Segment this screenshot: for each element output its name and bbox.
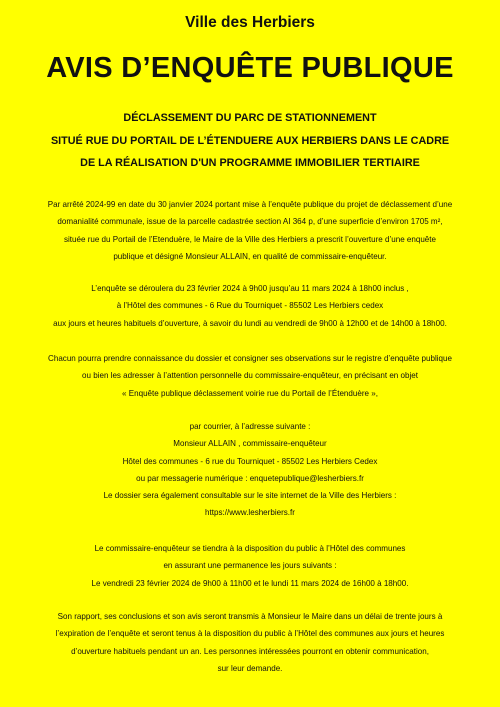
paragraph-line: ou bien les adresser à l’attention personnelle du commissaire-enquêteur, en précisant en objet (82, 371, 418, 381)
paragraph-line: « Enquête publique déclassement voirie rue du Portail de l’Étenduère », (122, 388, 378, 398)
paragraph-line: située rue du Portail de l’Etenduère, le Maire de la Ville des Herbiers a prescrit l’ouverture d’une enquête (63, 234, 436, 244)
paragraph-line: Monsieur ALLAIN , commissaire-enquêteur (173, 439, 327, 449)
paragraph-line: à l’Hôtel des communes - 6 Rue du Tourniquet - 85502 Les Herbiers cedex (116, 301, 384, 311)
paragraph-report (14, 608, 486, 677)
paragraph-line: Hôtel des communes - 6 rue du Tourniquet - 85502 Les Herbiers Cedex (122, 456, 378, 466)
paragraph-line: domanialité communale, issue de la parcelle cadastrée section AI 364 p, d’une superficie d’environ 1705 m², (57, 217, 443, 227)
paragraph-line: Le vendredi 23 février 2024 de 9h00 à 11h00 et le lundi 11 mars 2024 de 16h00 à 18h00. (91, 578, 409, 588)
notice-subtitle (0, 107, 500, 175)
paragraph-line: Chacun pourra prendre connaissance du dossier et consigner ses observations sur le registre d’enquête publique (48, 354, 452, 363)
subtitle-line: SITUÉ RUE DU PORTAIL DE L’ÉTENDUERE AUX HERBIERS DANS LE CADRE (50, 134, 450, 147)
paragraph-line: l’expiration de l’enquête et seront tenus à la disposition du public à l’Hôtel des communes aux jours et heures (55, 629, 445, 639)
paragraph-contact (14, 418, 486, 522)
town-name: Ville des Herbiers (185, 14, 315, 31)
paragraph-line: par courrier, à l’adresse suivante : (189, 422, 311, 431)
paragraph-line: sur leur demande. (217, 663, 283, 673)
paragraph-observations (14, 350, 486, 402)
paragraph-line: aux jours et heures habituels d’ouverture, à savoir du lundi au vendredi de 9h00 à 12h00 et de 14h00 à 18h00. (53, 318, 447, 328)
paragraph-line: Le dossier sera également consultable sur le site internet de la Ville des Herbiers : (103, 491, 397, 501)
subtitle-line: DE LA RÉALISATION D'UN PROGRAMME IMMOBILIER TERTIAIRE (80, 157, 420, 169)
notice-title: AVIS D’ENQUÊTE PUBLIQUE (46, 52, 454, 84)
paragraph-decree (14, 196, 486, 265)
paragraph-line: https://www.lesherbiers.fr (205, 508, 295, 518)
subtitle-line: DÉCLASSEMENT DU PARC DE STATIONNEMENT (123, 112, 377, 124)
paragraph-line: Son rapport, ses conclusions et son avis seront transmis à Monsieur le Maire dans un délai de trente jours à (57, 612, 443, 621)
paragraph-schedule (14, 280, 486, 332)
paragraph-line: L’enquête se déroulera du 23 février 2024 à 9h00 jusqu’au 11 mars 2024 à 18h00 inclus , (91, 284, 409, 293)
paragraph-line: Par arrêté 2024-99 en date du 30 janvier 2024 portant mise à l’enquête publique du projet de déclassement d’une (47, 200, 453, 209)
paragraph-line: publique et désigné Monsieur ALLAIN, en qualité de commissaire-enquêteur. (113, 251, 387, 261)
paragraph-line: en assurant une permanence les jours suivants : (163, 561, 337, 571)
paragraph-line: ou par messagerie numérique : enquetepublique@lesherbiers.fr (136, 473, 364, 483)
paragraph-permanence (14, 540, 486, 592)
paragraph-line: Le commissaire-enquêteur se tiendra à la disposition du public à l’Hôtel des communes (94, 544, 406, 553)
paragraph-line: d’ouverture habituels pendant un an. Les personnes intéressées pourront en obtenir communication, (71, 646, 429, 656)
